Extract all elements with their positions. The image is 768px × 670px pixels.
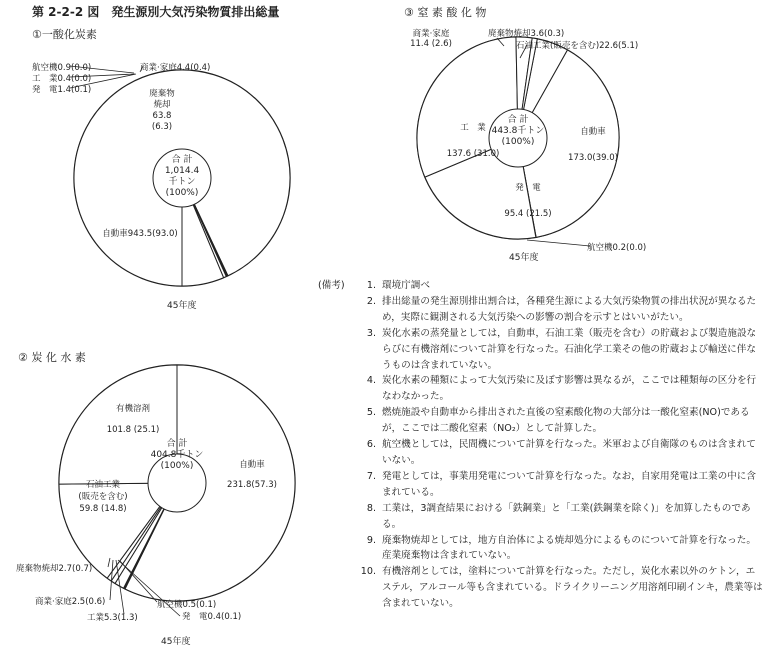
notes-heading: (備考) xyxy=(318,280,345,291)
note-number: 1. xyxy=(366,280,376,291)
chart-title: ①一酸化炭素 xyxy=(32,28,97,41)
chart-title: ③ 窒 素 酸 化 物 xyxy=(404,6,487,19)
figure-title: 第 2-2-2 図 発生源別大気汚染物質排出総量 xyxy=(32,5,280,19)
slice-label: 廃棄物焼却3.6(0.3) xyxy=(488,29,565,39)
note-number: 5. xyxy=(366,407,376,419)
note-text: 環境庁調べ xyxy=(382,280,430,291)
note-number: 10. xyxy=(360,566,376,578)
pie-chart-nitrogen-oxides xyxy=(404,5,646,263)
note-number: 9. xyxy=(366,534,376,546)
notes-section xyxy=(318,278,764,612)
center-total-label: 合 計 443.8千トン(100%) xyxy=(491,115,545,147)
note-number: 3. xyxy=(366,327,376,339)
slice-label: 商業·家庭2.5(0.6) xyxy=(35,597,106,607)
slice-label: 発 電0.4(0.1) xyxy=(182,612,242,622)
pie-chart-carbon-monoxide xyxy=(32,27,290,311)
slice-label: 商業·家庭 11.4 (2.6) xyxy=(410,29,452,49)
slice-label: 航空機0.9(0.0) xyxy=(32,63,92,73)
slice-label: 自動車 231.8(57.3) xyxy=(227,460,277,490)
note-item xyxy=(318,533,764,565)
note-item xyxy=(318,501,764,533)
slice-label: 発 電1.4(0.1) xyxy=(32,85,92,95)
note-number: 4. xyxy=(366,375,376,387)
note-item xyxy=(318,326,764,374)
slice-label: 石油工業(販売を含む)22.6(5.1) xyxy=(516,41,639,51)
slice-label: 航空機0.5(0.1) xyxy=(157,600,217,610)
slice-label: 発 電 95.4 (21.5) xyxy=(504,183,552,219)
center-total-label: 合 計 404.8千トン(100%) xyxy=(150,439,204,471)
note-text: 炭化水素の蒸発量としては，自動車，石油工業（販売を含む）の貯蔵および製造施設ならびに有機溶剤について計算を行なった。石油化学工業その他の貯蔵および輸送に伴なうものは含まれていない。 xyxy=(382,327,757,371)
note-text: 廃棄物焼却としては，地方自治体による焼却処分によるものについて計算を行なった。産業廃棄物は含まれていない。 xyxy=(382,534,756,562)
center-total-label: 合 計 1,014.4 千トン(100%) xyxy=(164,155,200,198)
slice-label: 廃棄物焼却2.7(0.7) xyxy=(16,564,93,574)
note-text: 発電としては，事業用発電について計算を行なった。なお，自家用発電は工業の中に含まれている。 xyxy=(382,470,756,498)
note-item xyxy=(318,294,764,326)
slice-label: 工 業 137.6 (31.0) xyxy=(446,123,500,159)
note-number: 2. xyxy=(366,295,376,307)
slice-label: 工業5.3(1.3) xyxy=(87,613,138,623)
slice-label: 自動車943.5(93.0) xyxy=(102,229,178,239)
note-number: 8. xyxy=(366,502,376,514)
note-item xyxy=(318,564,764,612)
note-item xyxy=(318,437,764,469)
note-text: 燃焼施設や自動車から排出された直後の窒素酸化物の大部分は一酸化窒素(NO)であるが，ここでは二酸化窒素（NO₂）として計算した。 xyxy=(382,407,750,435)
slice-label: 商業·家庭4.4(0.4) xyxy=(140,63,211,73)
chart-year-label: 45年度 xyxy=(509,253,539,263)
slice-label: 有機溶剤 101.8 (25.1) xyxy=(106,404,160,435)
leader-line xyxy=(527,240,590,246)
note-number: 7. xyxy=(366,470,376,482)
pie-chart-hydrocarbons xyxy=(16,350,295,647)
notes-list xyxy=(318,278,764,612)
chart-year-label: 45年度 xyxy=(167,301,197,311)
slice-label: 石油工業(販売を含む) 59.8 (14.8) xyxy=(78,480,128,514)
slice-label: 工 業0.4(0.0) xyxy=(32,74,92,84)
slice-label: 廃棄物焼却 63.8 (6.3) xyxy=(149,89,175,132)
note-text: 有機溶剤としては，塗料について計算を行なった。ただし，炭化水素以外のケトン，エステル，アルコール等も含まれている。ドライクリーニング用溶剤印刷インキ，農業等は含まれていない。 xyxy=(382,566,763,610)
chart-year-label: 45年度 xyxy=(161,637,191,647)
note-text: 航空機としては，民間機について計算を行なった。米軍および自衛隊のものは含まれていない。 xyxy=(382,439,756,466)
note-number: 6. xyxy=(366,439,376,451)
note-item xyxy=(318,469,764,501)
note-item xyxy=(318,278,764,294)
note-text: 炭化水素の種類によって大気汚染に及ぼす影響は異なるが，ここでは種類毎の区分を行なわなかった。 xyxy=(382,375,757,403)
chart-title: ② 炭 化 水 素 xyxy=(18,351,86,364)
slice-label: 航空機0.2(0.0) xyxy=(587,243,647,253)
slice-label: 自動車 173.0(39.0) xyxy=(568,127,618,163)
note-text: 排出総量の発生源別排出割合は，各種発生源による大気汚染物質の排出状況が異なるため，実際に観測される大気汚染への影響の割合を示すとはいいがたい。 xyxy=(382,295,757,323)
note-item xyxy=(318,405,764,437)
note-text: 工業は，3調査結果における「鉄鋼業」と「工業(鉄鋼業を除く)」を加算したものである。 xyxy=(382,502,751,530)
note-item xyxy=(318,373,764,405)
